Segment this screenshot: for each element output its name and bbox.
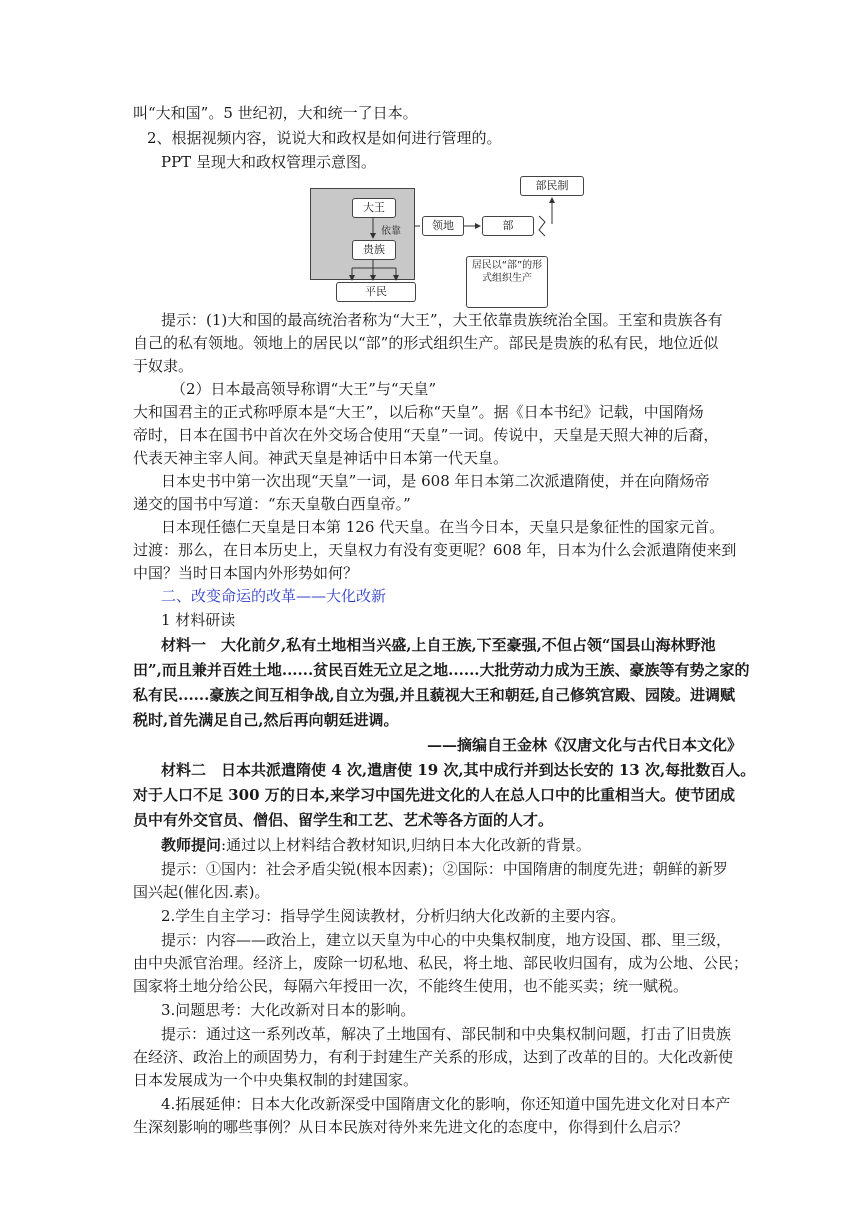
text-line: （2）日本最高领导称谓“大王”与“天皇” [171, 380, 437, 398]
text-line: 于奴隶。 [133, 357, 194, 375]
text-line: 代表天神主宰人间。神武天皇是神话中日本第一代天皇。 [133, 449, 509, 467]
yamato-management-diagram [310, 172, 590, 310]
text-line: 4.拓展延伸：日本大化改新深受中国隋唐文化的影响，你还知道中国先进文化对日本产 [161, 1095, 731, 1113]
text-line: 递交的国书中写道：“东天皇敬白西皇帝。” [133, 495, 411, 513]
text-line: 日本史书中第一次出现“天皇”一词，是 608 年日本第二次派遣隋使，并在向隋炀帝 [161, 472, 710, 490]
territory-box: 领地 [422, 216, 464, 236]
text-line: 提示：①国内：社会矛盾尖锐(根本因素)；②国际：中国隋唐的制度先进；朝鲜的新罗 [161, 860, 728, 878]
teacher-question-text: :通过以上材料结合教材知识,归纳日本大化改新的背景。 [221, 836, 591, 854]
commoners-box: 平民 [336, 282, 416, 302]
diagram-arrows [310, 172, 590, 310]
residents-box: 居民以“部”的形式组织生产 [466, 256, 548, 308]
text-line: 叫“大和国”。5 世纪初，大和统一了日本。 [133, 104, 418, 122]
text-line: 由中央派官治理。经济上，废除一切私地、私民，将土地、部民收归国有，成为公地、公民； [133, 954, 749, 972]
source-citation: ——摘编自王金林《汉唐文化与古代日本文化》 [426, 736, 742, 754]
nobles-box: 贵族 [352, 240, 396, 260]
text-line: 税时,首先满足自己,然后再向朝廷进调。 [133, 711, 399, 729]
bemin-system-box: 部民制 [520, 176, 584, 196]
section-heading: 二、改变命运的改革——大化改新 [161, 587, 387, 605]
text-line: 材料一 大化前夕,私有土地相当兴盛,上自王族,下至豪强,不但占领“国县山海林野池 [161, 636, 716, 654]
teacher-question-label: 教师提问 [161, 836, 222, 854]
text-line: 田”,而且兼并百姓土地......贫民百姓无立足之地......大批劳动力成为王族、豪族等有势之家的 [133, 661, 750, 679]
text-line: 自己的私有领地。领地上的居民以“部”的形式组织生产。部民是贵族的私有民，地位近似 [133, 334, 719, 352]
text-line: 过渡：那么，在日本历史上，天皇权力有没有变更呢？608 年，日本为什么会派遣隋使来到 [133, 541, 737, 559]
king-box: 大王 [352, 198, 396, 218]
text-line: 国家将土地分给公民，每隔六年授田一次，不能终生使用，也不能买卖；统一赋税。 [133, 977, 689, 995]
text-line: 提示：内容——政治上，建立以天皇为中心的中央集权制度，地方设国、郡、里三级， [161, 931, 732, 949]
text-line: 2.学生自主学习：指导学生阅读教材，分析归纳大化改新的主要内容。 [161, 907, 626, 925]
text-line: 日本发展成为一个中央集权制的封建国家。 [133, 1071, 419, 1089]
text-line: 材料二 日本共派遣隋使 4 次,遣唐使 19 次,其中成行并到达长安的 13 次,每批数百人。 [161, 761, 756, 779]
rely-label: 依靠 [381, 226, 401, 237]
text-line: 生深刻影响的哪些事例？从日本民族对待外来先进文化的态度中，你得到什么启示？ [133, 1118, 689, 1136]
text-line: 私有民......豪族之间互相争战,自立为强,并且藐视大王和朝廷,自己修筑宫殿、园陵。进调赋 [133, 686, 736, 704]
text-line: 中国？当时日本国内外形势如何？ [133, 564, 359, 582]
text-line: 2、根据视频内容，说说大和政权是如何进行管理的。 [147, 129, 502, 147]
text-line: 在经济、政治上的顽固势力，有利于封建生产关系的形成，达到了改革的目的。大化改新使 [133, 1048, 734, 1066]
text-line [161, 835, 743, 855]
text-line: 1 材料研读 [161, 611, 236, 629]
text-line: PPT 呈现大和政权管理示意图。 [161, 153, 376, 171]
text-line: 大和国君主的正式称呼原本是“大王”，以后称“天皇”。据《日本书纪》记载，中国隋炀 [133, 403, 704, 421]
text-line: 员中有外交官员、僧侣、留学生和工艺、艺术等各方面的人才。 [133, 811, 554, 829]
text-line: 对于人口不足 300 万的日本,来学习中国先进文化的人在总人口中的比重相当大。使节团成 [133, 786, 735, 804]
text-line: 国兴起(催化因.素)。 [133, 883, 270, 901]
text-line: 帝时，日本在国书中首次在外交场合使用“天皇”一词。传说中，天皇是天照大神的后裔， [133, 426, 719, 444]
be-box: 部 [482, 216, 534, 236]
text-line: 提示：通过这一系列改革，解决了土地国有、部民制和中央集权制问题，打击了旧贵族 [161, 1025, 732, 1043]
text-line: 日本现任德仁天皇是日本第 126 代天皇。在当今日本，天皇只是象征性的国家元首。 [161, 518, 725, 536]
text-line: 提示：(1)大和国的最高统治者称为“大王”，大王依靠贵族统治全国。王室和贵族各有 [161, 311, 723, 329]
text-line: 3.问题思考：大化改新对日本的影响。 [161, 1001, 416, 1019]
